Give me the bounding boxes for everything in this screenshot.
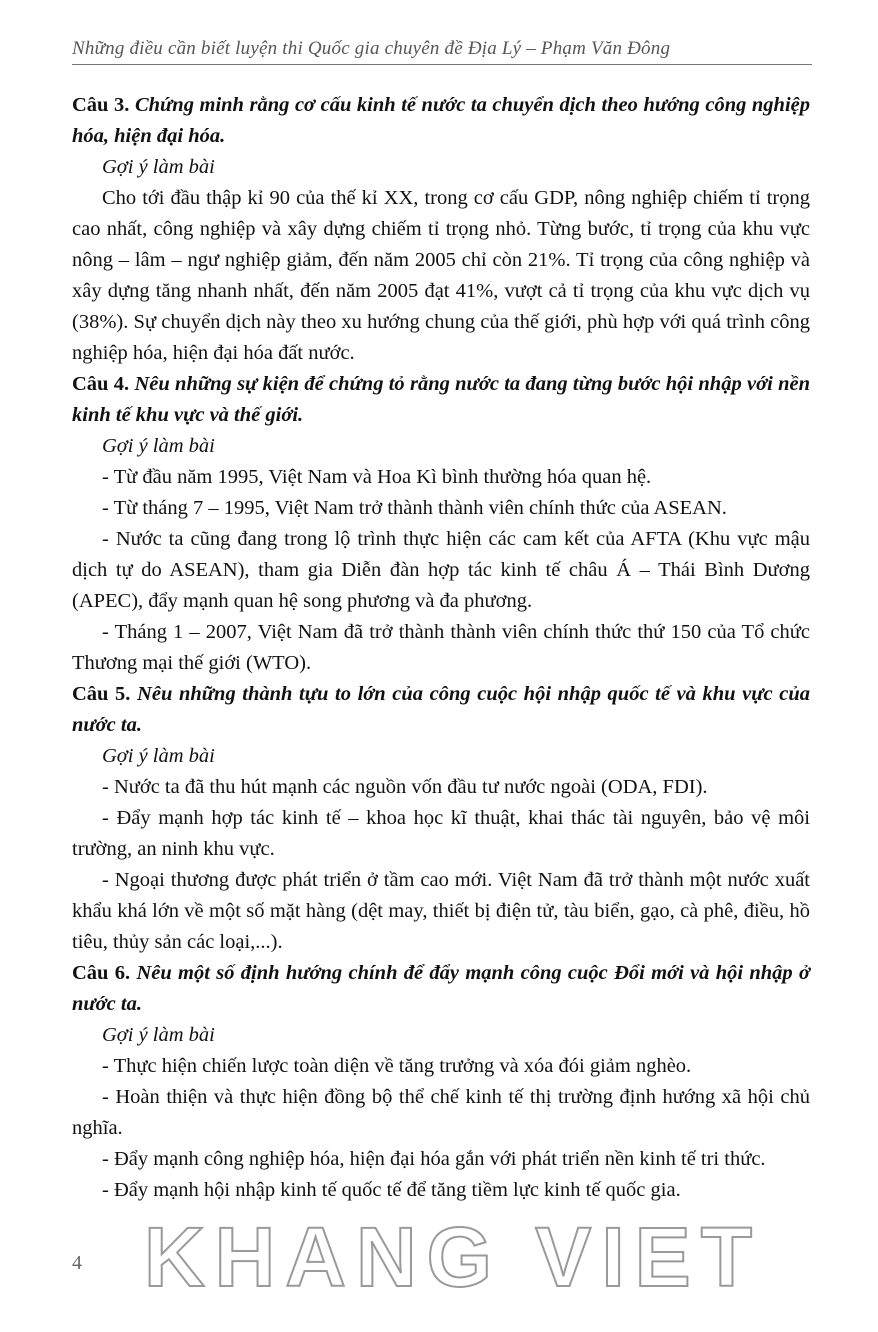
- answer-paragraph: - Đẩy mạnh công nghiệp hóa, hiện đại hóa gắn với phát triển nền kinh tế tri thức.: [102, 1148, 766, 1170]
- question-text: Nêu những thành tựu to lớn của công cuộc hội nhập quốc tế và khu vực của nước ta.: [72, 683, 810, 736]
- answer-paragraph: - Nước ta cũng đang trong lộ trình thực hiện các cam kết của AFTA (Khu vực mậu dịch tự do ASEAN), tham gia Diễn đàn hợp tác kinh tế châu Á – Thái Bình Dương (APEC), đẩy mạnh quan hệ song phương và đa phương.: [72, 528, 810, 612]
- publisher-watermark: KHANG VIET: [143, 1210, 763, 1304]
- answer-paragraph: - Từ tháng 7 – 1995, Việt Nam trở thành thành viên chính thức của ASEAN.: [102, 497, 727, 519]
- page-number: 4: [72, 1252, 82, 1274]
- question-heading: [72, 90, 810, 152]
- answer-paragraph: - Tháng 1 – 2007, Việt Nam đã trở thành thành viên chính thức thứ 150 của Tổ chức Thương mại thế giới (WTO).: [72, 621, 810, 674]
- question-label: Câu 5.: [72, 683, 131, 705]
- question-6: [72, 958, 810, 1206]
- answer-paragraph: - Đẩy mạnh hợp tác kinh tế – khoa học kĩ thuật, khai thác tài nguyên, bảo vệ môi trường, an ninh khu vực.: [72, 807, 810, 860]
- question-label: Câu 4.: [72, 373, 130, 395]
- answer-paragraph: - Từ đầu năm 1995, Việt Nam và Hoa Kì bình thường hóa quan hệ.: [102, 466, 652, 488]
- question-4: [72, 369, 810, 679]
- question-heading: [72, 369, 810, 431]
- question-heading: [72, 679, 810, 741]
- running-header: Những điều cần biết luyện thi Quốc gia chuyên đề Địa Lý – Phạm Văn Đông: [72, 38, 812, 65]
- question-label: Câu 6.: [72, 962, 131, 984]
- hint-label: Gợi ý làm bài: [102, 1024, 215, 1046]
- question-3: [72, 90, 810, 369]
- answer-paragraph: - Ngoại thương được phát triển ở tầm cao mới. Việt Nam đã trở thành một nước xuất khẩu khá lớn về một số mặt hàng (dệt may, thiết bị điện tử, tàu biển, gạo, cà phê, điều, hồ tiêu, thủy sản các loại,...).: [72, 869, 810, 953]
- question-text: Nêu những sự kiện để chứng tỏ rằng nước ta đang từng bước hội nhập với nền kinh tế khu vực và thế giới.: [72, 373, 810, 426]
- answer-paragraph: - Nước ta đã thu hút mạnh các nguồn vốn đầu tư nước ngoài (ODA, FDI).: [102, 776, 708, 798]
- question-text: Nêu một số định hướng chính để đẩy mạnh công cuộc Đổi mới và hội nhập ở nước ta.: [72, 962, 810, 1015]
- hint-label: Gợi ý làm bài: [102, 435, 215, 457]
- answer-paragraph: - Thực hiện chiến lược toàn diện về tăng trưởng và xóa đói giảm nghèo.: [102, 1055, 692, 1077]
- question-heading: [72, 958, 810, 1020]
- answer-paragraph: - Hoàn thiện và thực hiện đồng bộ thể chế kinh tế thị trường định hướng xã hội chủ nghĩa.: [72, 1086, 810, 1139]
- question-5: [72, 679, 810, 958]
- answer-paragraph: - Đẩy mạnh hội nhập kinh tế quốc tế để tăng tiềm lực kinh tế quốc gia.: [102, 1179, 681, 1201]
- hint-label: Gợi ý làm bài: [102, 156, 215, 178]
- question-label: Câu 3.: [72, 94, 130, 116]
- question-text: Chứng minh rằng cơ cấu kinh tế nước ta chuyển dịch theo hướng công nghiệp hóa, hiện đại hóa.: [72, 94, 810, 147]
- hint-label: Gợi ý làm bài: [102, 745, 215, 767]
- answer-paragraph: Cho tới đầu thập kỉ 90 của thế kỉ XX, trong cơ cấu GDP, nông nghiệp chiếm tỉ trọng cao nhất, công nghiệp và xây dựng chiếm tỉ trọng nhỏ. Từng bước, tỉ trọng của khu vực nông – lâm – ngư nghiệp giảm, đến năm 2005 chỉ còn 21%. Tỉ trọng của công nghiệp và xây dựng tăng nhanh nhất, đến năm 2005 đạt 41%, vượt cả tỉ trọng của khu vực dịch vụ (38%). Sự chuyển dịch này theo xu hướng chung của thế giới, phù hợp với quá trình công nghiệp hóa, hiện đại hóa đất nước.: [72, 187, 810, 364]
- page-body: [72, 90, 810, 1206]
